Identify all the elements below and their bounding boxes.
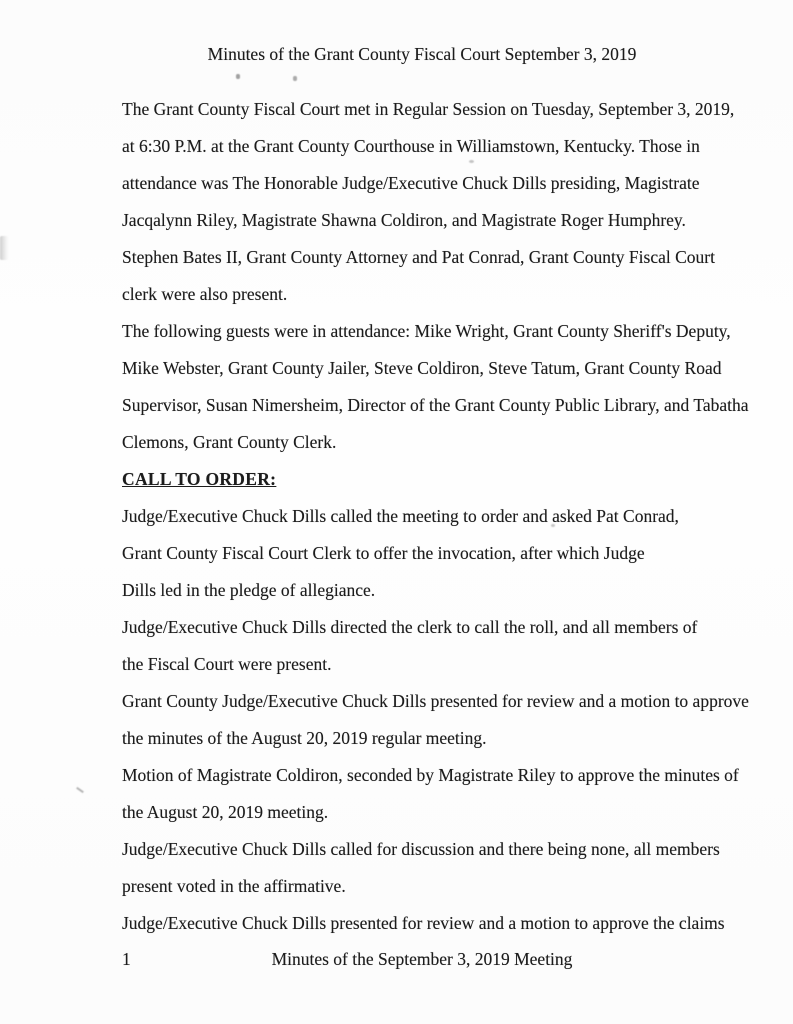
scan-artifact-tick [76, 787, 84, 793]
scan-artifact-smudge [0, 236, 9, 260]
body-line: Stephen Bates II, Grant County Attorney and Pat Conrad, Grant County Fiscal Court [122, 247, 715, 267]
body-line: Grant County Fiscal Court Clerk to offer the invocation, after which Judge [122, 543, 645, 563]
page-footer [122, 944, 722, 974]
body-line: at 6:30 P.M. at the Grant County Courthouse in Williamstown, Kentucky. Those in [122, 136, 700, 156]
body-line: clerk were also present. [122, 284, 288, 304]
body-line: Judge/Executive Chuck Dills called for discussion and there being none, all members [122, 839, 720, 859]
body-line: Motion of Magistrate Coldiron, seconded by Magistrate Riley to approve the minutes of [122, 765, 739, 785]
body-line: Jacqalynn Riley, Magistrate Shawna Coldiron, and Magistrate Roger Humphrey. [122, 210, 686, 230]
body-line: Judge/Executive Chuck Dills directed the clerk to call the roll, and all members of [122, 617, 698, 637]
footer-title: Minutes of the September 3, 2019 Meeting [271, 949, 573, 969]
body-line: Grant County Judge/Executive Chuck Dills presented for review and a motion to approve [122, 691, 749, 711]
body-line: Supervisor, Susan Nimersheim, Director of the Grant County Public Library, and Tabatha [122, 395, 749, 415]
body-line: Dills led in the pledge of allegiance. [122, 580, 376, 600]
body-line: The following guests were in attendance: Mike Wright, Grant County Sheriff's Deputy, [122, 321, 731, 341]
section-heading-call-to-order: CALL TO ORDER: [122, 469, 277, 489]
page-number: 1 [122, 949, 131, 969]
body-line: the August 20, 2019 meeting. [122, 802, 329, 822]
body-line: Judge/Executive Chuck Dills called the meeting to order and asked Pat Conrad, [122, 506, 679, 526]
body-line: the Fiscal Court were present. [122, 654, 332, 674]
body-line: attendance was The Honorable Judge/Executive Chuck Dills presiding, Magistrate [122, 173, 700, 193]
body-line: present voted in the affirmative. [122, 876, 346, 896]
body-line: Clemons, Grant County Clerk. [122, 432, 337, 452]
body-line: Mike Webster, Grant County Jailer, Steve Coldiron, Steve Tatum, Grant County Road [122, 358, 722, 378]
document-body [122, 91, 749, 942]
body-line: Judge/Executive Chuck Dills presented for review and a motion to approve the claims [122, 913, 725, 933]
document-content [122, 0, 749, 942]
body-line: The Grant County Fiscal Court met in Regular Session on Tuesday, September 3, 2019, [122, 99, 735, 119]
document-title: Minutes of the Grant County Fiscal Court September 3, 2019 [207, 44, 637, 64]
body-line: the minutes of the August 20, 2019 regular meeting. [122, 728, 487, 748]
